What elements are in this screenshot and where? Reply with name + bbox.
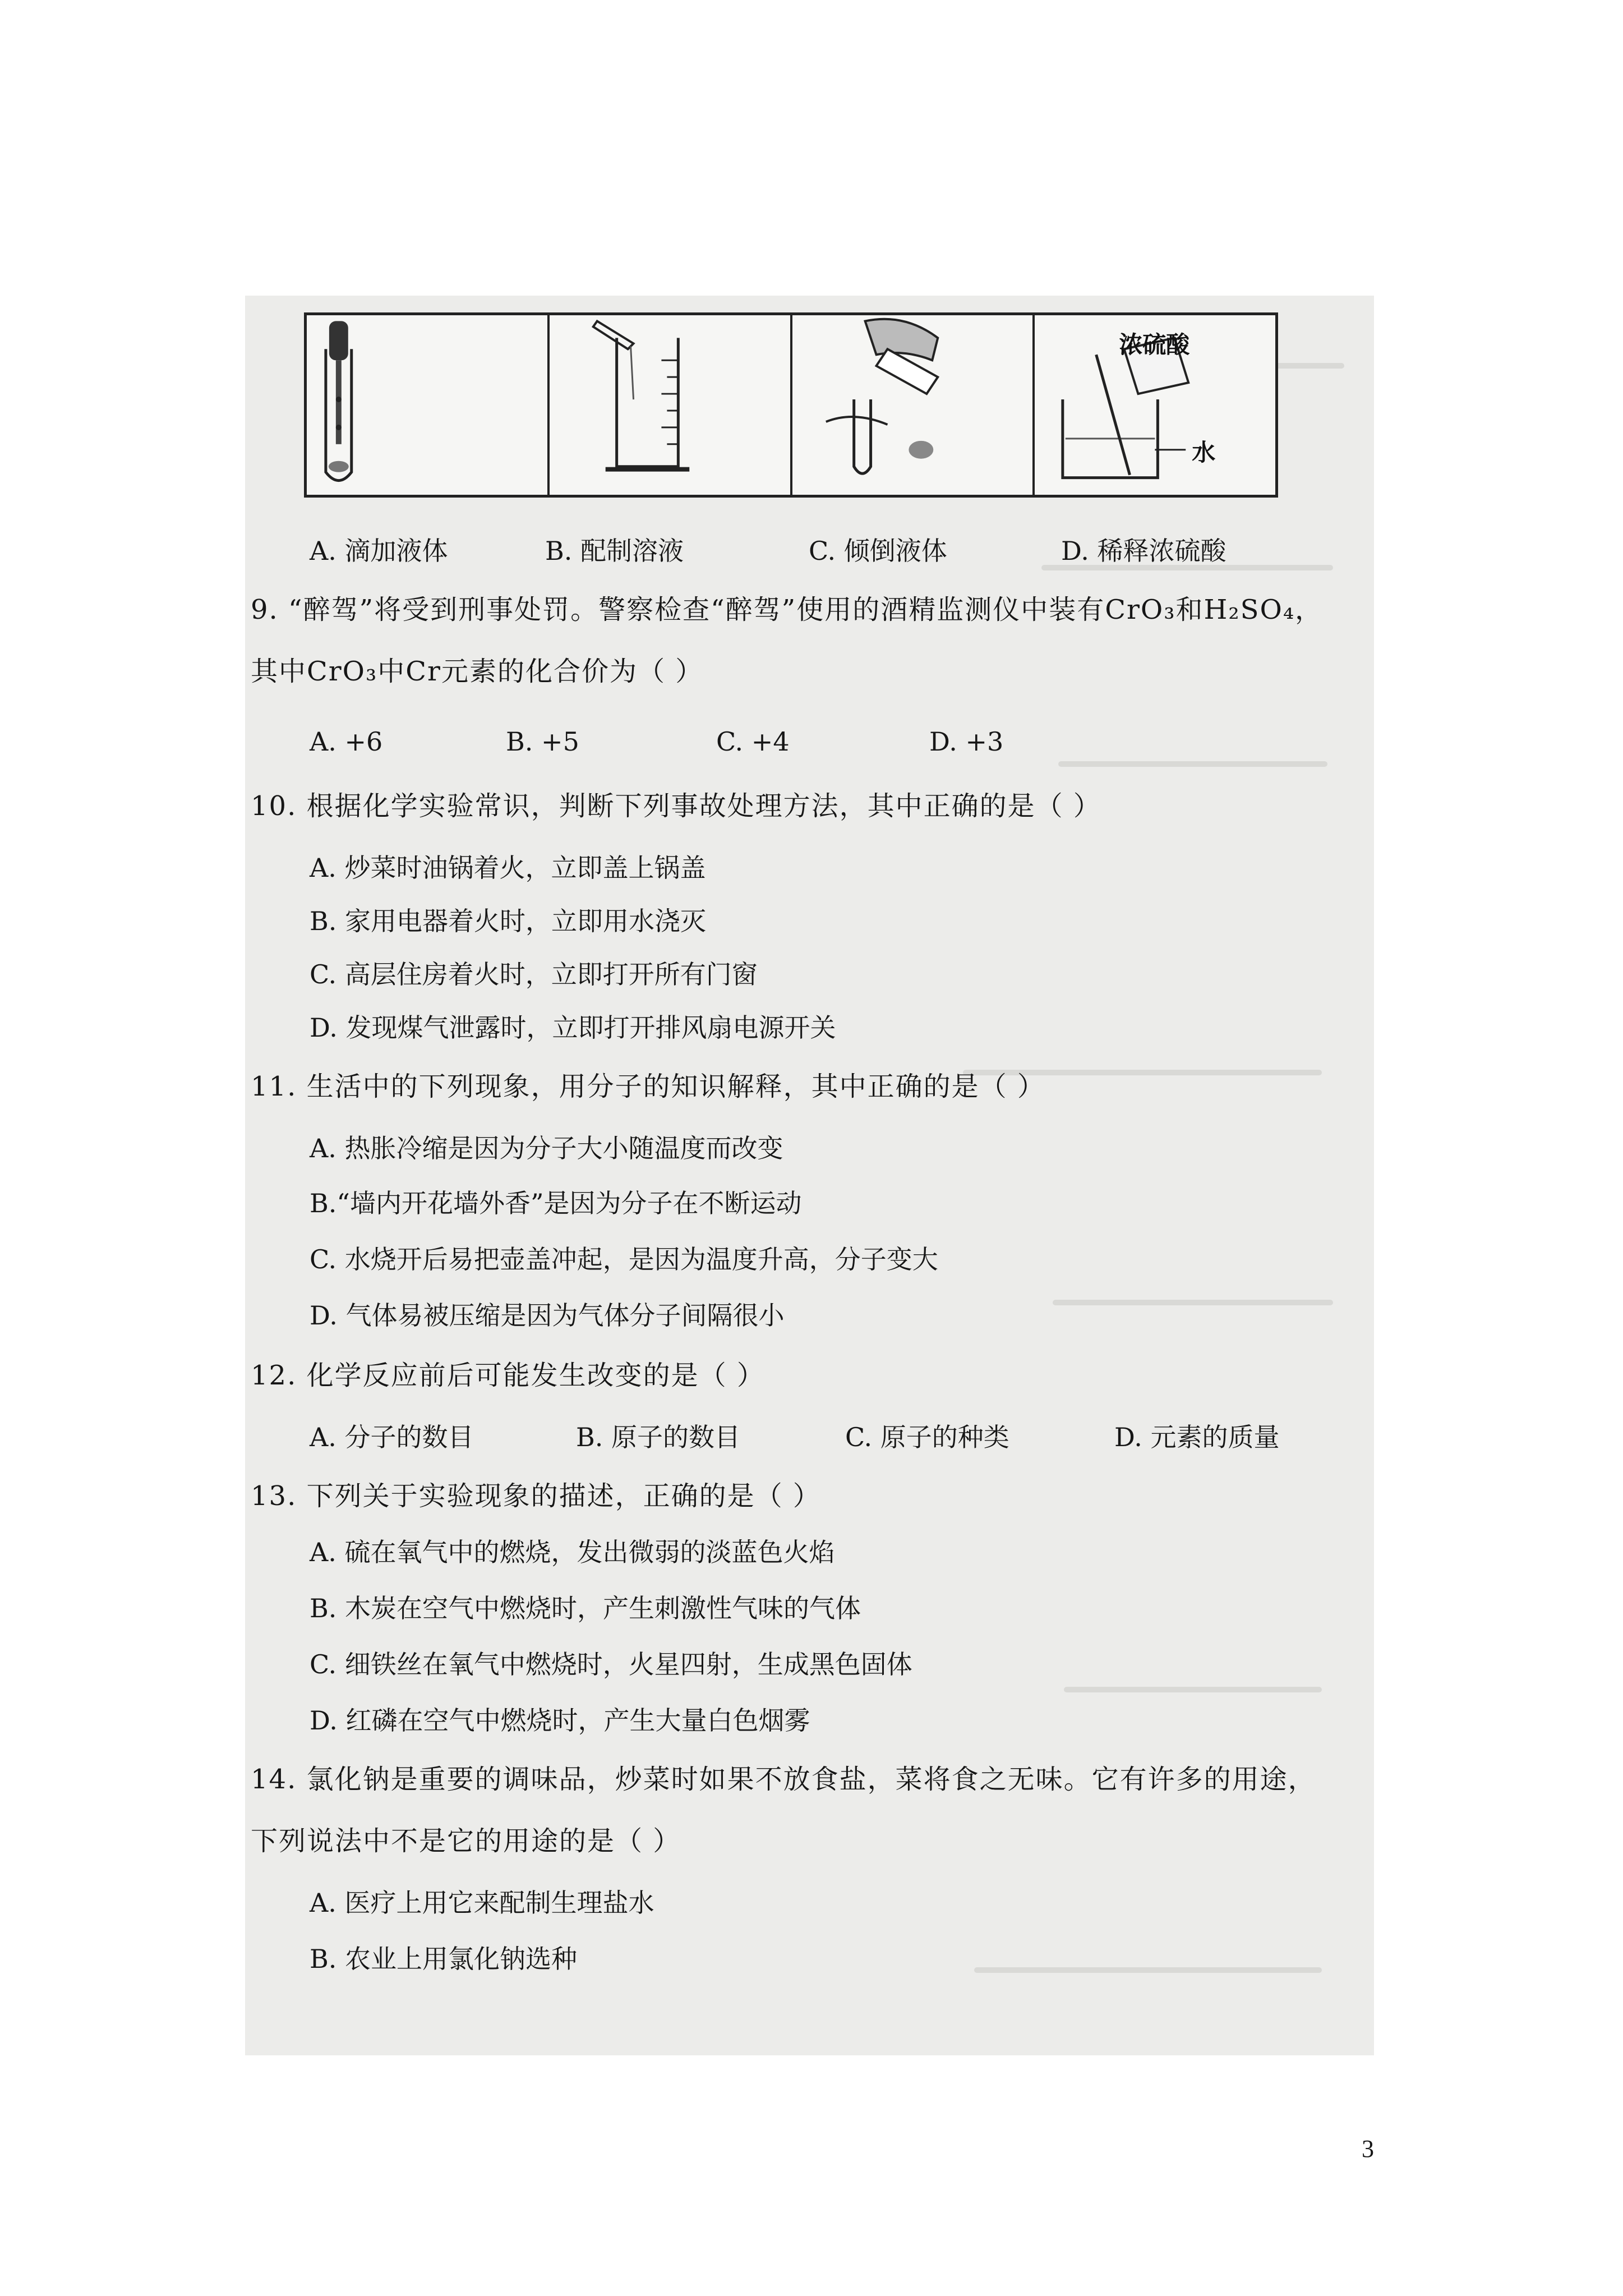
q10-option-c: C. 高层住房着火时，立即打开所有门窗	[310, 959, 758, 990]
q12-option-c: C. 原子的种类	[845, 1422, 1009, 1452]
q14-line-1: 14. 氯化钠是重要的调味品，炒菜时如果不放食盐，菜将食之无味。它有许多的用途，	[251, 1764, 1316, 1795]
q12-option-a: A. 分子的数目	[310, 1422, 474, 1452]
figure-dilution	[1035, 315, 1275, 495]
pouring-liquid-illustration	[792, 315, 1033, 495]
q13-option-b: B. 木炭在空气中燃烧时，产生刺激性气味的气体	[310, 1593, 861, 1623]
bleed-through	[974, 1967, 1322, 1973]
figure-dropper	[307, 315, 550, 495]
q9-option-c: C. +4	[716, 726, 790, 757]
graduated-cylinder-illustration	[550, 315, 790, 495]
q11-option-d: D. 气体易被压缩是因为气体分子间隔很小	[310, 1300, 785, 1331]
q12-option-b: B. 原子的数目	[576, 1422, 741, 1452]
q14-line-2: 下列说法中不是它的用途的是（ ）	[251, 1825, 681, 1857]
figure-cylinder	[550, 315, 792, 495]
q11-option-a: A. 热胀冷缩是因为分子大小随温度而改变	[310, 1133, 783, 1163]
water-label: 水	[1192, 439, 1216, 466]
q12-option-d: D. 元素的质量	[1114, 1422, 1280, 1452]
caption-b: B. 配制溶液	[545, 536, 684, 566]
apparatus-figure-row	[304, 312, 1278, 498]
concentrated-sulfuric-acid-label: 浓硫酸	[1119, 331, 1190, 358]
q9-option-a: A. +6	[310, 726, 383, 757]
q14-option-a: A. 医疗上用它来配制生理盐水	[310, 1888, 654, 1918]
q13-option-c: C. 细铁丝在氧气中燃烧时，火星四射，生成黑色固体	[310, 1649, 912, 1680]
q10-option-b: B. 家用电器着火时，立即用水浇灭	[310, 906, 707, 936]
q11-option-b: B.“墙内开花墙外香”是因为分子在不断运动	[310, 1188, 802, 1218]
caption-d: D. 稀释浓硫酸	[1061, 536, 1227, 566]
page-number: 3	[1362, 2135, 1374, 2162]
q10-stem: 10. 根据化学实验常识，判断下列事故处理方法，其中正确的是（ ）	[251, 790, 1101, 822]
q13-stem: 13. 下列关于实验现象的描述，正确的是（ ）	[251, 1480, 821, 1512]
bleed-through	[1058, 761, 1327, 767]
q14-option-b: B. 农业上用氯化钠选种	[310, 1944, 578, 1974]
q9-option-b: B. +5	[506, 726, 579, 757]
q11-option-c: C. 水烧开后易把壶盖冲起，是因为温度升高，分子变大	[310, 1244, 938, 1274]
bleed-through	[1053, 1300, 1333, 1305]
q10-option-a: A. 炒菜时油锅着火，立即盖上锅盖	[310, 853, 706, 883]
q9-line-1: 9. “醉驾”将受到刑事处罚。警察检查“醉驾”使用的酒精监测仪中装有CrO₃和H₂SO₄，	[251, 594, 1324, 625]
q10-option-d: D. 发现煤气泄露时，立即打开排风扇电源开关	[310, 1013, 836, 1043]
bleed-through	[1064, 1687, 1322, 1692]
q9-option-d: D. +3	[929, 726, 1004, 757]
q12-stem: 12. 化学反应前后可能发生改变的是（ ）	[251, 1360, 765, 1391]
dropper-test-tube-illustration	[307, 315, 547, 495]
caption-a: A. 滴加液体	[310, 536, 448, 566]
figure-pouring	[792, 315, 1035, 495]
scanned-page	[245, 296, 1374, 2055]
caption-c: C. 倾倒液体	[809, 536, 947, 566]
q11-stem: 11. 生活中的下列现象，用分子的知识解释，其中正确的是（ ）	[251, 1071, 1045, 1102]
q13-option-d: D. 红磷在空气中燃烧时，产生大量白色烟雾	[310, 1705, 810, 1736]
q13-option-a: A. 硫在氧气中的燃烧，发出微弱的淡蓝色火焰	[310, 1537, 835, 1567]
q9-line-2: 其中CrO₃中Cr元素的化合价为（ ）	[251, 656, 704, 687]
